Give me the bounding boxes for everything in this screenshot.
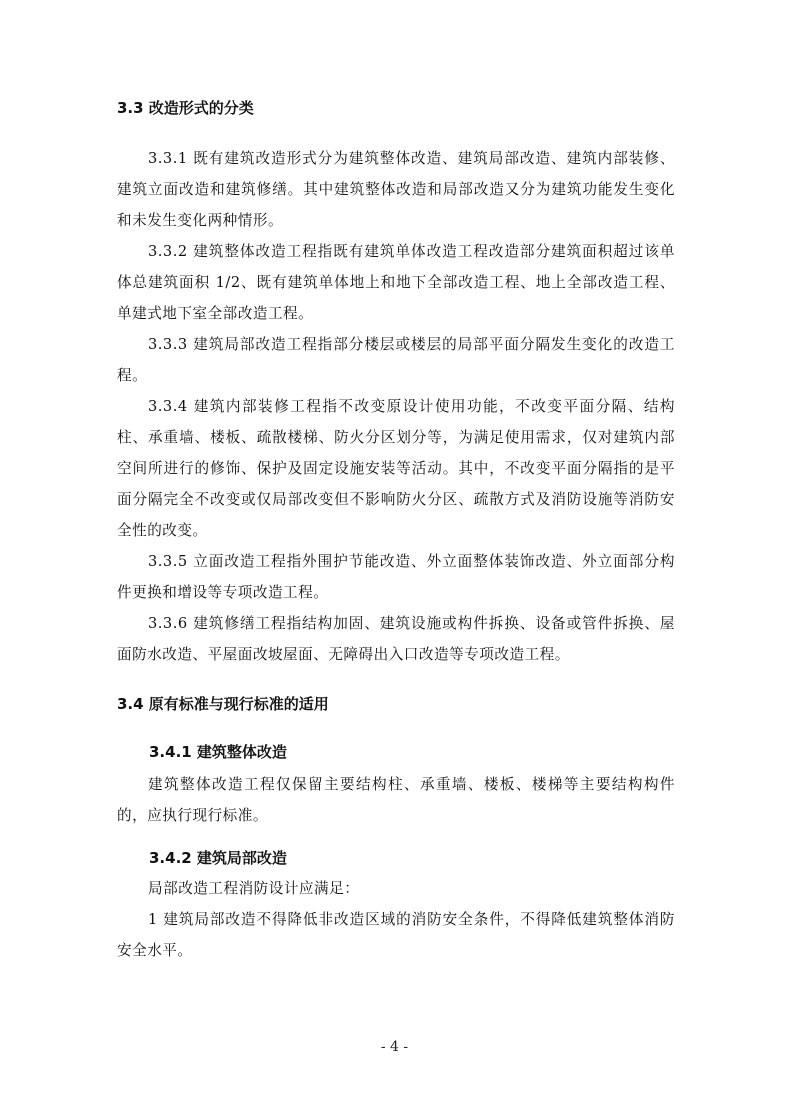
paragraph-3-3-2: 3.3.2 建筑整体改造工程指既有建筑单体改造工程改造部分建筑面积超过该单体总建筑面积 1/2、既有建筑单体地上和地下全部改造工程、地上全部改造工程、单建式地下室全部改造工程。	[117, 243, 675, 322]
section-heading-3-4: 3.4 原有标准与现行标准的适用	[117, 695, 329, 713]
paragraph-3-3-3: 3.3.3 建筑局部改造工程指部分楼层或楼层的局部平面分隔发生变化的改造工程。	[117, 336, 675, 384]
paragraph-3-3-5: 3.3.5 立面改造工程指外围护节能改造、外立面整体装饰改造、外立面部分构件更换和增设等专项改造工程。	[117, 553, 675, 601]
subsection-heading-3-4-1: 3.4.1 建筑整体改造	[149, 743, 287, 761]
subsection-heading-3-4-2: 3.4.2 建筑局部改造	[149, 849, 287, 867]
paragraph-3-3-1: 3.3.1 既有建筑改造形式分为建筑整体改造、建筑局部改造、建筑内部装修、建筑立面改造和建筑修缮。其中建筑整体改造和局部改造又分为建筑功能发生变化和未发生变化两种情形。	[117, 150, 675, 229]
page-number: - 4 -	[380, 1039, 409, 1055]
paragraph-3-4-2-intro: 局部改造工程消防设计应满足：	[148, 880, 360, 897]
paragraph-3-3-6: 3.3.6 建筑修缮工程指结构加固、建筑设施或构件拆换、设备或管件拆换、屋面防水改造、平屋面改坡屋面、无障碍出入口改造等专项改造工程。	[117, 615, 675, 663]
paragraph-3-4-2-item-1: 1 建筑局部改造不得降低非改造区域的消防安全条件，不得降低建筑整体消防安全水平。	[117, 911, 675, 959]
paragraph-3-3-4: 3.3.4 建筑内部装修工程指不改变原设计使用功能，不改变平面分隔、结构柱、承重墙、楼板、疏散楼梯、防火分区划分等，为满足使用需求，仅对建筑内部空间所进行的修饰、保护及固定设施安装等活动。其中，不改变平面分隔指的是平面分隔完全不改变或仅局部改变但不影响防火分区、疏散方式及消防设施等消防安全性的改变。	[117, 398, 675, 539]
paragraph-3-4-1: 建筑整体改造工程仅保留主要结构柱、承重墙、楼板、楼梯等主要结构构件的，应执行现行标准。	[117, 776, 675, 824]
section-heading-3-3: 3.3 改造形式的分类	[117, 99, 254, 117]
